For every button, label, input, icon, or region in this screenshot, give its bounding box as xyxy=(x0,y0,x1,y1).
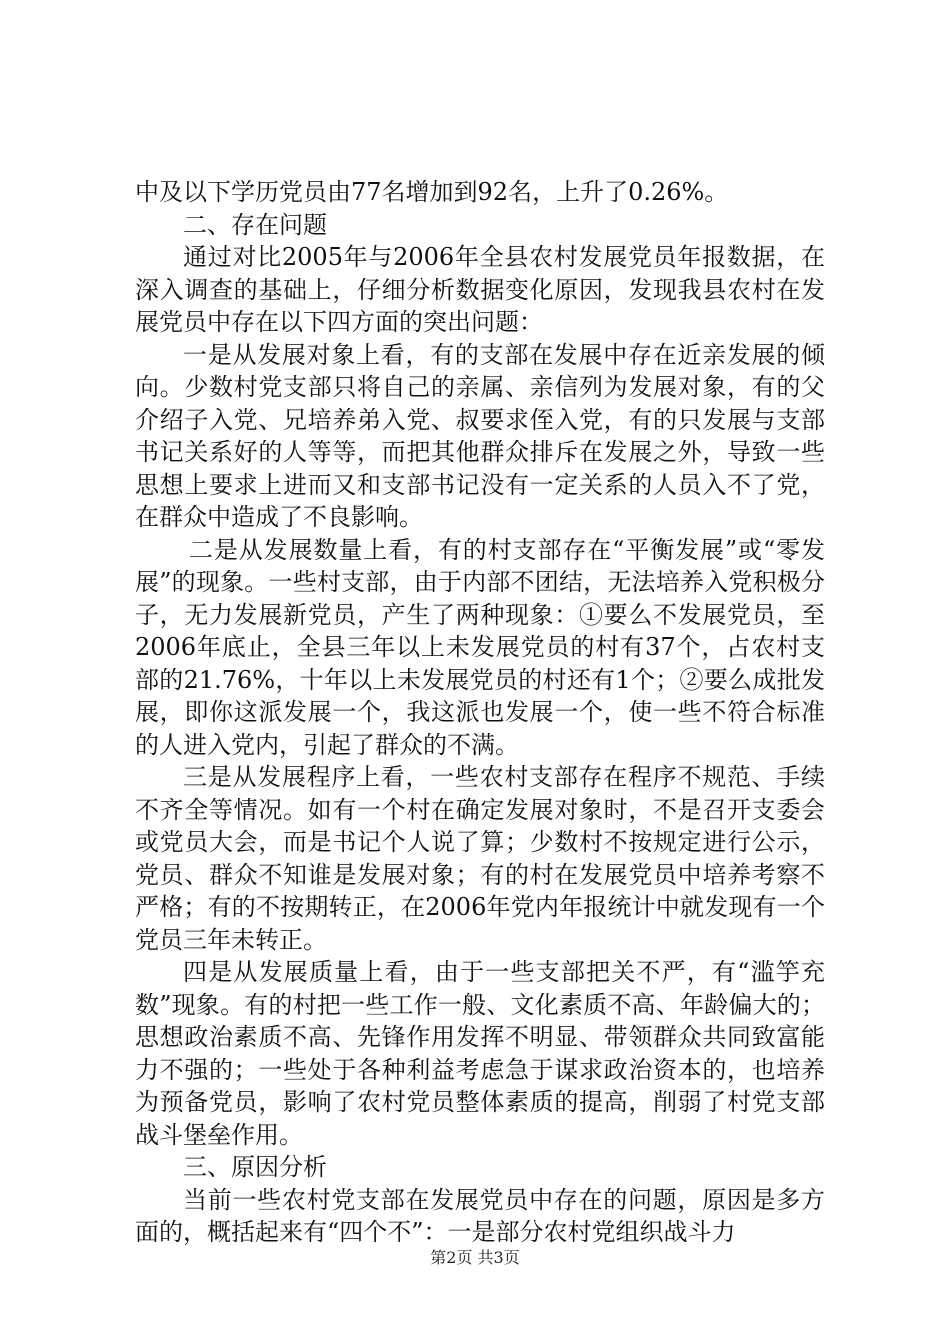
paragraph-continuation: 中及以下学历党员由77名增加到92名，上升了0.26%。 xyxy=(135,178,729,206)
paragraph-problem-1: 一是从发展对象上看，有的支部在发展中存在近亲发展的倾向。少数村党支部只将自己的亲属、亲信列为发展对象，有的父介绍子入党、兄培养弟入党、叔要求侄入党，有的只发展与支部书记关系好的人等等，而把其他群众排斥在发展之外，导致一些思想上要求上进而又和支部书记没有一定关系的人员入不了党，在群众中造成了不良影响。 xyxy=(135,340,825,531)
paragraph-causes: 当前一些农村党支部在发展党员中存在的问题，原因是多方面的，概括起来有“四个不”：一是部分农村党组织战斗力 xyxy=(135,1185,825,1246)
section-heading-causes: 三、原因分析 xyxy=(183,1153,327,1181)
page-footer: 第2页 共3页 xyxy=(430,1248,520,1267)
paragraph-problem-4: 四是从发展质量上看，由于一些支部把关不严，有“滥竽充数”现象。有的村把一些工作一般、文化素质不高、年龄偏大的；思想政治素质不高、先锋作用发挥不明显、带领群众共同致富能力不强的；一些处于各种利益考虑急于谋求政治资本的，也培养为预备党员，影响了农村党员整体素质的提高，削弱了村党支部战斗堡垒作用。 xyxy=(135,958,825,1149)
paragraph-intro: 通过对比2005年与2006年全县农村发展党员年报数据，在深入调查的基础上，仔细分析数据变化原因，发现我县农村在发展党员中存在以下四方面的突出问题： xyxy=(135,243,825,336)
paragraph-problem-2: 二是从发展数量上看，有的村支部存在“平衡发展”或“零发展”的现象。一些村支部，由于内部不团结，无法培养入党积极分子，无力发展新党员，产生了两种现象：①要么不发展党员，至2006年底止，全县三年以上未发展党员的村有37个，占农村支部的21.76%，十年以上未发展党员的村还有1个；②要么成批发展，即你这派发展一个，我这派也发展一个，使一些不符合标准的人进入党内，引起了群众的不满。 xyxy=(135,535,825,759)
document-body xyxy=(135,176,825,1249)
section-heading-problems: 二、存在问题 xyxy=(183,210,327,239)
paragraph-problem-3: 三是从发展程序上看，一些农村支部存在程序不规范、手续不齐全等情况。如有一个村在确定发展对象时，不是召开支委会或党员大会，而是书记个人说了算；少数村不按规定进行公示，党员、群众不知谁是发展对象；有的村在发展党员中培养考察不严格；有的不按期转正，在2006年党内年报统计中就发现有一个党员三年未转正。 xyxy=(135,763,825,954)
